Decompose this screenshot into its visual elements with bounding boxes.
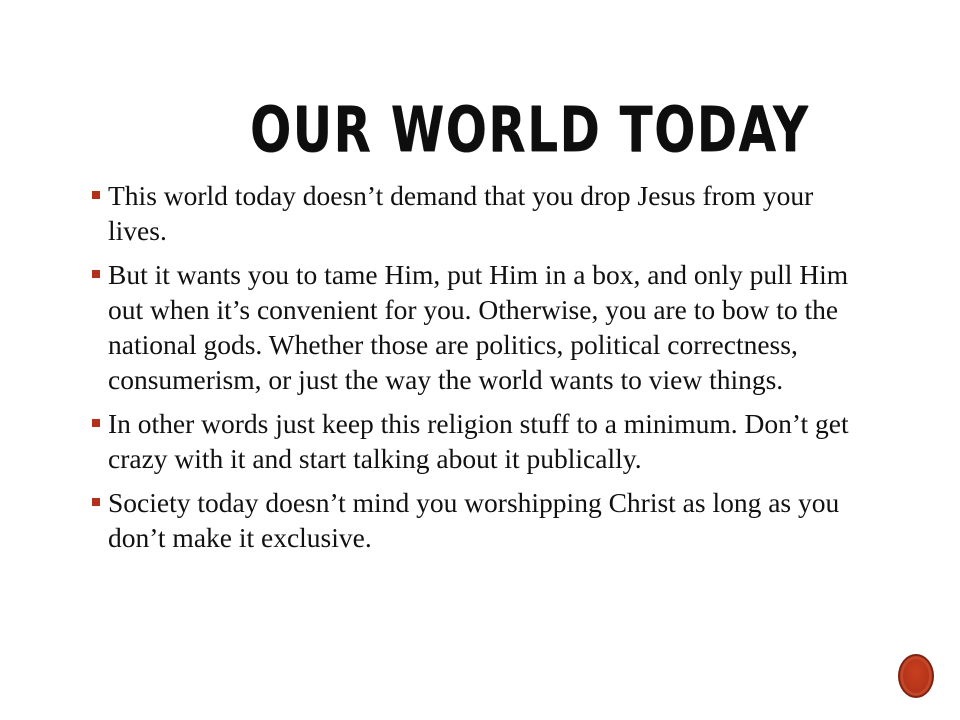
bullet-list (92, 178, 872, 564)
bullet-item (92, 406, 872, 476)
square-bullet-icon (92, 419, 100, 427)
square-bullet-icon (92, 498, 100, 506)
square-bullet-icon (92, 191, 100, 199)
bullet-item (92, 257, 872, 397)
bullet-text: This world today doesn’t demand that you drop Jesus from your lives. (108, 180, 814, 246)
slide-number-badge-icon (898, 654, 934, 698)
bullet-text: In other words just keep this religion stuff to a minimum. Don’t get crazy with it and start talking about it publically. (108, 408, 849, 474)
square-bullet-icon (92, 270, 100, 278)
bullet-item (92, 485, 872, 555)
bullet-text: Society today doesn’t mind you worshipping Christ as long as you don’t make it exclusive. (108, 487, 840, 553)
slide-title: OUR WORLD TODAY (250, 93, 810, 166)
bullet-item (92, 178, 872, 248)
bullet-text: But it wants you to tame Him, put Him in a box, and only pull Him out when it’s convenient for you. Otherwise, you are to bow to the national gods. Whether those are politics, political correctness, consumerism, or just the way the world wants to view things. (108, 259, 849, 395)
